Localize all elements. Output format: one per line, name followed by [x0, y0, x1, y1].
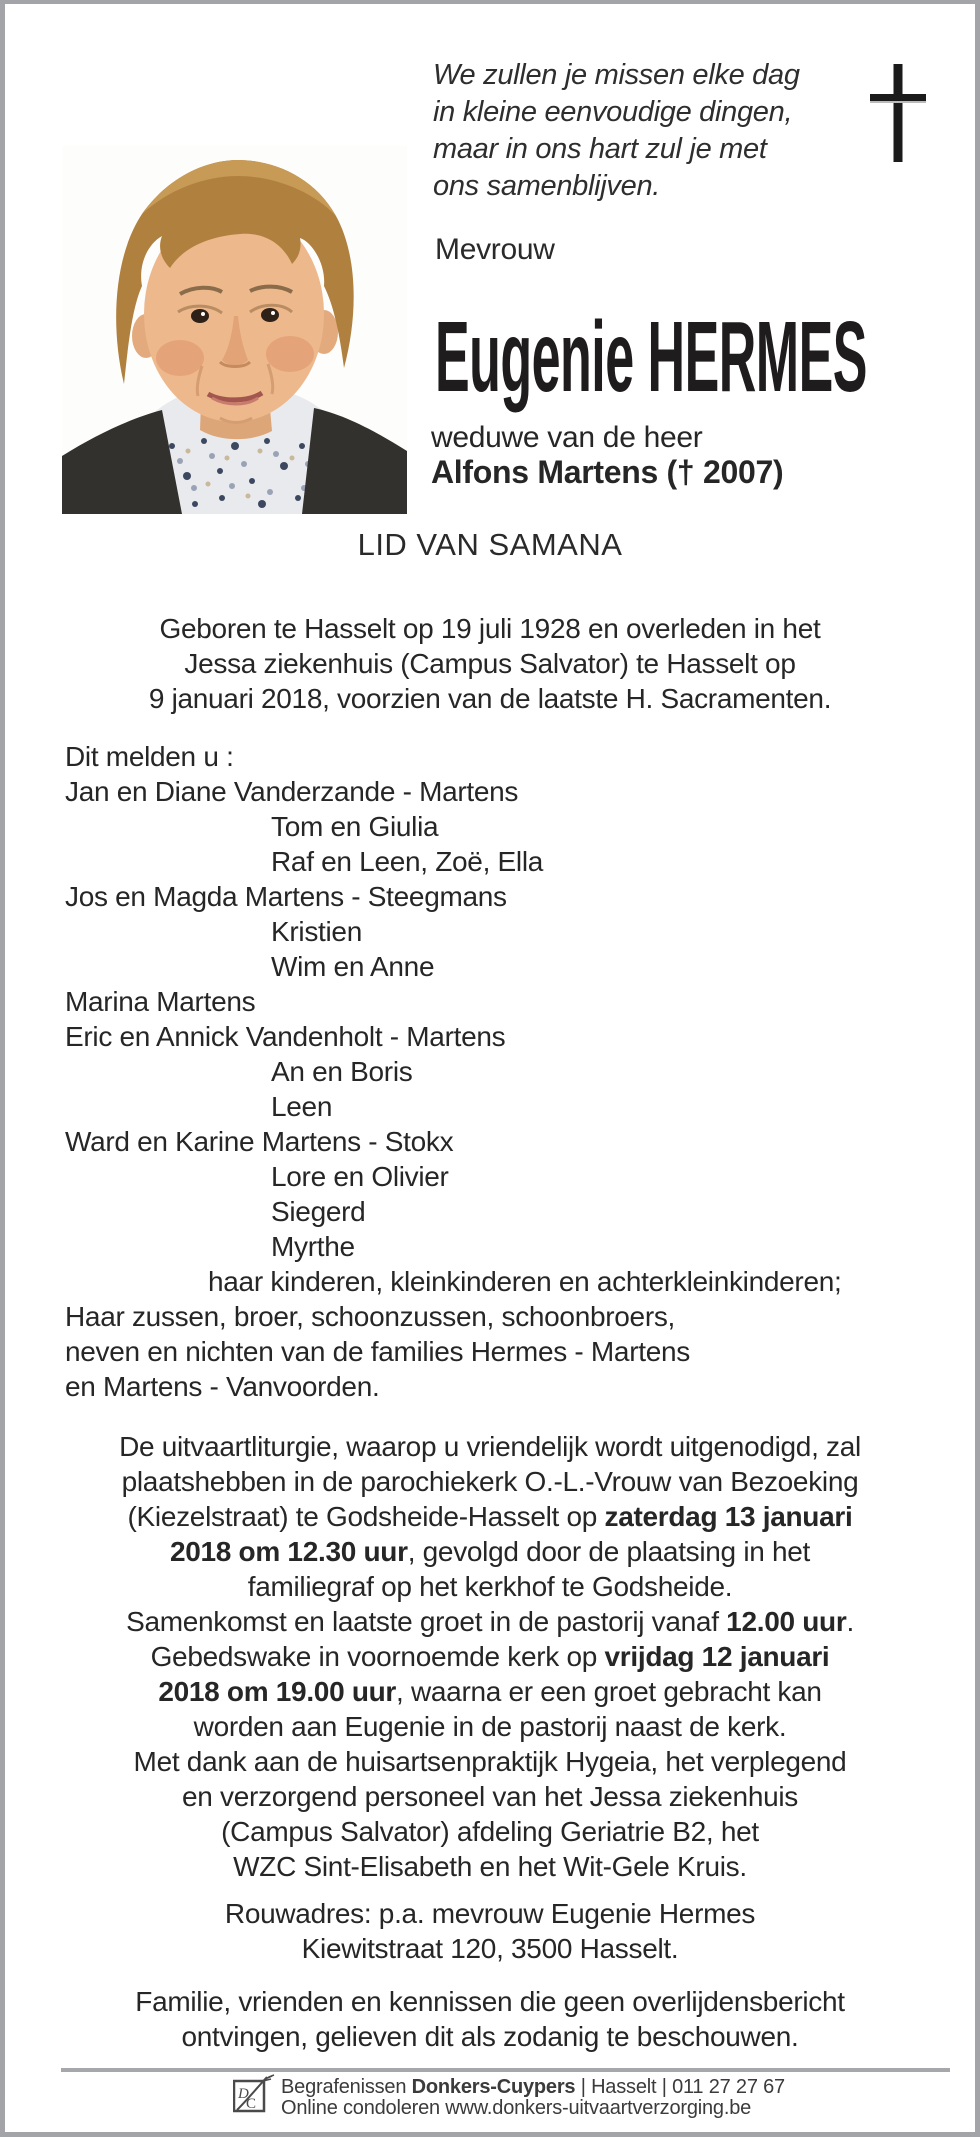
family-list: [5, 774, 975, 1404]
funeral-segment: zaterdag 13 januari: [604, 1501, 853, 1532]
family-entry: Haar zussen, broer, schoonzussen, schoonbroers,: [65, 1301, 676, 1332]
family-entry: Lore en Olivier: [271, 1161, 449, 1192]
funeral-line: [5, 1639, 975, 1674]
membership-line: LID VAN SAMANA: [357, 527, 623, 562]
funeral-line: [5, 1674, 975, 1709]
spouse-name: Alfons Martens († 2007): [431, 454, 784, 490]
quote-line: We zullen je missen elke dag: [433, 59, 800, 91]
family-entry: Raf en Leen, Zoë, Ella: [271, 846, 544, 877]
family-entry: Myrthe: [271, 1231, 355, 1262]
family-entry: Wim en Anne: [271, 951, 435, 982]
funeral-line: [5, 1849, 975, 1884]
family-entry: Ward en Karine Martens - Stokx: [65, 1126, 454, 1157]
funeral-home-line1: [281, 2077, 785, 2098]
funeral-line: [5, 1744, 975, 1779]
funeral-segment: familiegraf op het kerkhof te Godsheide.: [247, 1571, 733, 1602]
family-entry: Eric en Annick Vandenholt - Martens: [65, 1021, 506, 1052]
funeral-segment: (Kiezelstraat) te Godsheide-Hasselt op: [127, 1501, 605, 1532]
donkers-cuypers-monogram-quill-icon: [233, 2074, 275, 2119]
birth-death-paragraph: [5, 611, 975, 716]
funeral-home-info: [281, 2077, 785, 2119]
funeral-segment: .: [846, 1606, 854, 1637]
funeral-home-segment: | Hasselt | 011 27 27 67: [575, 2076, 785, 2098]
funeral-line: [5, 1464, 975, 1499]
funeral-line: [5, 1814, 975, 1849]
funeral-line: [5, 1779, 975, 1814]
funeral-segment: , gevolgd door de plaatsing in het: [407, 1536, 811, 1567]
funeral-segment: 2018 om 19.00 uur: [158, 1676, 397, 1707]
announce-label: Dit melden u :: [65, 741, 234, 772]
funeral-segment: WZC Sint-Elisabeth en het Wit-Gele Kruis.: [233, 1851, 747, 1882]
mourning-address-line: Kiewitstraat 120, 3500 Hasselt.: [301, 1933, 679, 1964]
funeral-line: [5, 1499, 975, 1534]
family-entry: en Martens - Vanvoorden.: [65, 1371, 380, 1402]
funeral-segment: Met dank aan de huisartsenpraktijk Hygeia, het verplegend: [133, 1746, 847, 1777]
funeral-segment: 12.00 uur: [726, 1606, 847, 1637]
family-entry: haar kinderen, kleinkinderen en achterkleinkinderen;: [208, 1266, 842, 1297]
birth-death-line: Jessa ziekenhuis (Campus Salvator) te Hasselt op: [184, 648, 796, 679]
family-entry: neven en nichten van de families Hermes - Martens: [65, 1336, 690, 1367]
funeral-segment: Gebedswake in voornoemde kerk op: [150, 1641, 605, 1672]
family-entry: Siegerd: [271, 1196, 366, 1227]
footer-separator: [61, 2068, 950, 2072]
deceased-name: Eugenie HERMES: [435, 301, 867, 413]
funeral-segment: 2018 om 12.30 uur: [169, 1536, 408, 1567]
funeral-line: [5, 1534, 975, 1569]
funeral-segment: , waarna er een groet gebracht kan: [396, 1676, 822, 1707]
funeral-home-line2: Online condoleren www.donkers-uitvaartverzorging.be: [281, 2097, 752, 2119]
mourning-address-line: Rouwadres: p.a. mevrouw Eugenie Hermes: [224, 1898, 756, 1929]
family-entry: Marina Martens: [65, 986, 256, 1017]
quote-line: in kleine eenvoudige dingen,: [433, 96, 793, 128]
family-entry: An en Boris: [271, 1056, 413, 1087]
family-entry: Jos en Magda Martens - Steegmans: [65, 881, 507, 912]
notice-line: Familie, vrienden en kennissen die geen overlijdensbericht: [135, 1986, 845, 2017]
notice-paragraph: [5, 1984, 975, 2054]
funeral-line: [5, 1709, 975, 1744]
opening-quote: [433, 57, 800, 205]
family-entry: Tom en Giulia: [271, 811, 439, 842]
birth-death-line: 9 januari 2018, voorzien van de laatste H. Sacramenten.: [148, 683, 832, 714]
quote-line: ons samenblijven.: [433, 170, 661, 202]
mourning-address-paragraph: [5, 1896, 975, 1966]
funeral-segment: worden aan Eugenie in de pastorij naast de kerk.: [193, 1711, 787, 1742]
family-announcement: [5, 739, 975, 1404]
funeral-segment: Samenkomst en laatste groet in de pastorij vanaf: [126, 1606, 727, 1637]
notice-line: ontvingen, gelieven dit als zodanig te beschouwen.: [181, 2021, 799, 2052]
portrait-photo: [62, 146, 407, 514]
birth-death-line: Geboren te Hasselt op 19 juli 1928 en overleden in het: [159, 613, 821, 644]
family-entry: Jan en Diane Vanderzande - Martens: [65, 776, 519, 807]
latin-cross-icon: [868, 64, 928, 169]
family-entry: Kristien: [271, 916, 362, 947]
funeral-segment: vrijdag 12 januari: [604, 1641, 830, 1672]
quote-line: maar in ons hart zul je met: [433, 133, 767, 165]
widow-block: [431, 421, 783, 489]
svg-text:C: C: [246, 2096, 256, 2112]
widow-line: weduwe van de heer: [431, 421, 703, 454]
funeral-line: [5, 1569, 975, 1604]
funeral-segment: plaatshebben in de parochiekerk O.-L.-Vrouw van Bezoeking: [121, 1466, 859, 1497]
svg-text:D: D: [238, 2086, 249, 2102]
funeral-paragraph: [5, 1429, 975, 1884]
funeral-segment: De uitvaartliturgie, waarop u vriendelijk wordt uitgenodigd, zal: [119, 1431, 861, 1462]
family-entry: Leen: [271, 1091, 333, 1122]
funeral-line: [5, 1604, 975, 1639]
funeral-home-segment: Donkers-Cuypers: [411, 2076, 576, 2098]
funeral-segment: en verzorgend personeel van het Jessa ziekenhuis: [182, 1781, 798, 1812]
funeral-segment: (Campus Salvator) afdeling Geriatrie B2, het: [221, 1816, 759, 1847]
salutation: Mevrouw: [435, 233, 555, 266]
funeral-home-segment: Begrafenissen: [281, 2076, 412, 2098]
body-content: [5, 611, 975, 2054]
funeral-line: [5, 1429, 975, 1464]
